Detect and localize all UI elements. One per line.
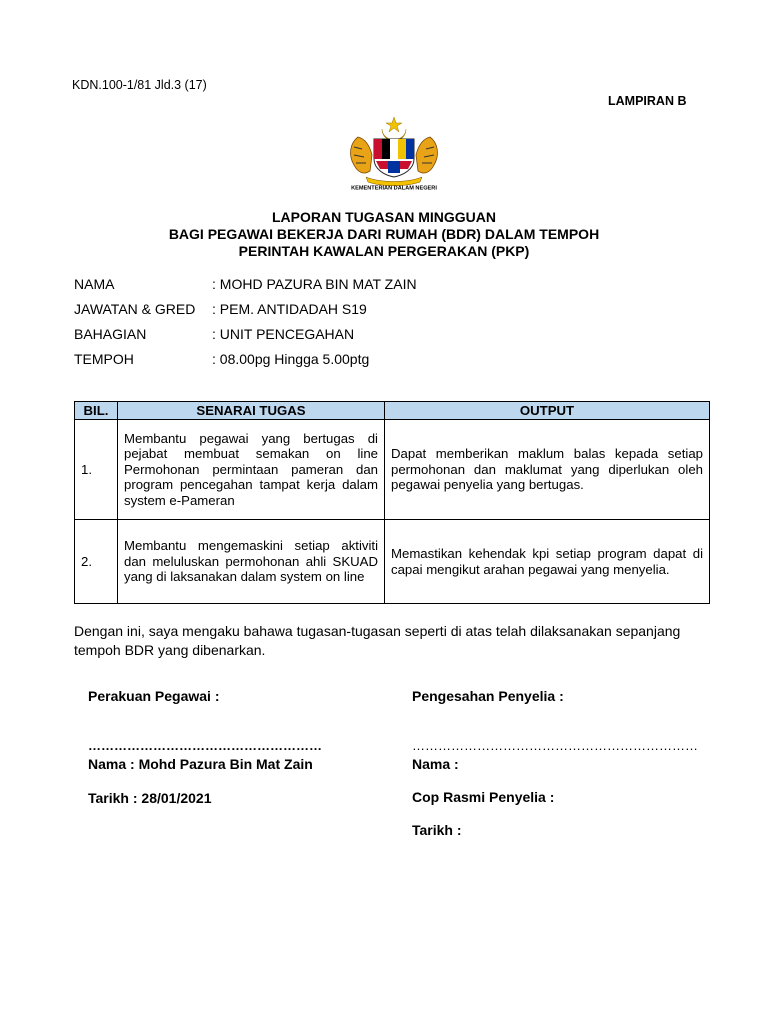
officer-date: Tarikh : 28/01/2021 [88,790,212,806]
table-header-row [75,402,710,420]
field-label: BAHAGIAN [74,326,147,342]
row-number: 2. [75,520,118,604]
report-title [0,209,768,260]
supervisor-name: Nama : [412,756,459,772]
row-number: 1. [75,420,118,520]
officer-signature-line: ……………………………………………… [88,738,322,753]
field-jawatan [74,301,367,317]
crest-caption: KEMENTERIAN DALAM NEGERI [351,185,437,191]
field-tempoh [74,351,369,367]
reference-number: KDN.100-1/81 Jld.3 (17) [72,78,207,92]
coat-of-arms-logo [340,115,448,191]
field-label: TEMPOH [74,351,134,367]
field-label: JAWATAN & GRED [74,301,196,317]
declaration-text: Dengan ini, saya mengaku bahawa tugasan-tugasan seperti di atas telah dilaksanakan sepanjang tempoh BDR yang dibenarkan. [74,623,681,658]
officer-name: Nama : Mohd Pazura Bin Mat Zain [88,756,313,772]
title-line-1: LAPORAN TUGASAN MINGGUAN [272,209,496,225]
row-task: Membantu mengemaskini setiap aktiviti dan meluluskan permohonan ahli SKUAD yang di laksanakan dalam system on line [118,520,385,604]
header-bil: BIL. [75,402,118,420]
field-bahagian [74,326,354,342]
row-output: Memastikan kehendak kpi setiap program dapat di capai mengikut arahan pegawai yang menyelia. [385,520,710,604]
attachment-label: LAMPIRAN B [608,94,687,108]
row-task: Membantu pegawai yang bertugas di pejabat membuat semakan on line Permohonan permintaan pameran dan program pencegahan tampat kerja dalam system e-Pameran [118,420,385,520]
header-senarai-tugas: SENARAI TUGAS [118,402,385,420]
supervisor-signature-line: ………………………………………………………… [412,738,698,753]
officer-declaration-heading: Perakuan Pegawai : [88,688,220,704]
supervisor-stamp: Cop Rasmi Penyelia : [412,789,555,805]
table-row [75,420,710,520]
title-line-2: BAGI PEGAWAI BEKERJA DARI RUMAH (BDR) DALAM TEMPOH [168,226,600,242]
field-value: : 08.00pg Hingga 5.00ptg [212,351,370,367]
field-value: : UNIT PENCEGAHAN [212,326,355,342]
field-nama [74,276,417,292]
table-row [75,520,710,604]
title-line-3: PERINTAH KAWALAN PERGERAKAN (PKP) [238,243,530,259]
task-table [74,401,710,604]
row-output: Dapat memberikan maklum balas kepada setiap permohonan dan maklumat yang diperlukan oleh pegawai penyelia yang bertugas. [385,420,710,520]
field-label: NAMA [74,276,115,292]
supervisor-verification-heading: Pengesahan Penyelia : [412,688,564,704]
field-value: : MOHD PAZURA BIN MAT ZAIN [212,276,417,292]
supervisor-date: Tarikh : [412,822,462,838]
field-value: : PEM. ANTIDADAH S19 [212,301,367,317]
header-output: OUTPUT [385,402,710,420]
